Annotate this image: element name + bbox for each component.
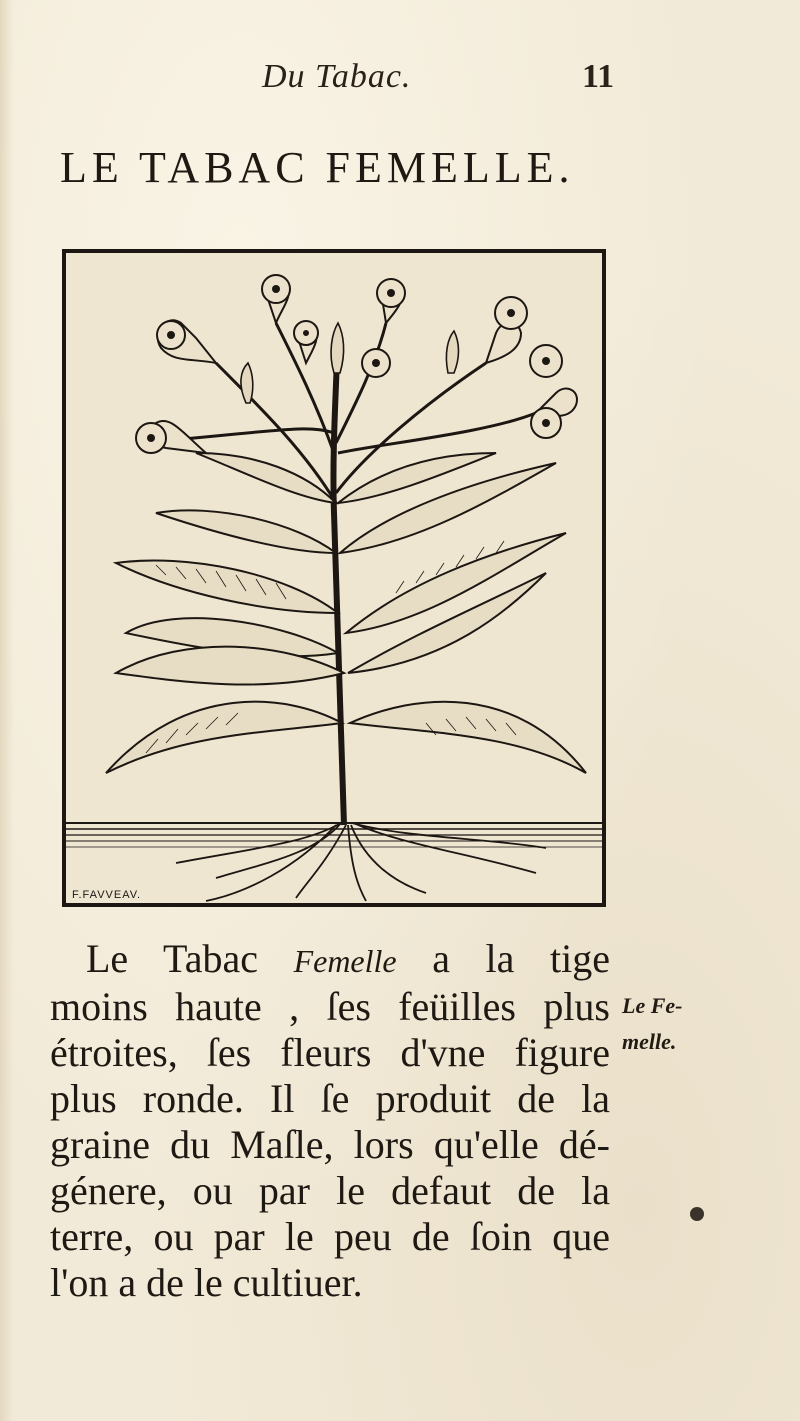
chapter-title: LE TABAC FEMELLE. — [60, 143, 575, 192]
page-gutter-shadow — [0, 0, 14, 1421]
margin-note-line-2: melle. — [622, 1029, 677, 1054]
plant-illustration-drawing — [66, 253, 602, 903]
tobacco-plant-woodcut — [62, 249, 606, 907]
text-line-4: plus ronde. Il ſe produit de la — [50, 1076, 610, 1121]
running-head: Du Tabac. — [262, 58, 412, 95]
body-paragraph — [50, 936, 610, 1306]
text-line-5: graine du Maſle, lors qu'elle dé- — [50, 1122, 610, 1167]
plant-flowers — [136, 275, 577, 453]
ink-spot — [690, 1207, 704, 1221]
plant-leaves — [106, 453, 586, 773]
flower-buds — [241, 323, 459, 403]
margin-note — [622, 988, 682, 1060]
margin-note-line-1: Le Fe- — [622, 993, 683, 1018]
text-line-6: génere, ou par le defaut de la — [50, 1168, 610, 1213]
plant-stem — [333, 333, 344, 825]
text-line-1-start: Le Tabac — [86, 936, 294, 981]
page-number: 11 — [582, 58, 615, 95]
text-line-1-end: a la tige — [396, 936, 610, 981]
text-line-3: étroites, ſes fleurs d'vne figure — [50, 1030, 610, 1075]
text-line-8: l'on a de le cultiuer. — [50, 1260, 363, 1305]
italic-term-femelle: Femelle — [293, 943, 397, 979]
text-line-7: terre, ou par le peu de ſoin que — [50, 1214, 610, 1259]
text-line-2: moins haute , ſes feüilles plus — [50, 984, 610, 1029]
engraver-signature: F.FAVVEAV. — [72, 889, 142, 901]
text-line-1 — [50, 936, 610, 984]
